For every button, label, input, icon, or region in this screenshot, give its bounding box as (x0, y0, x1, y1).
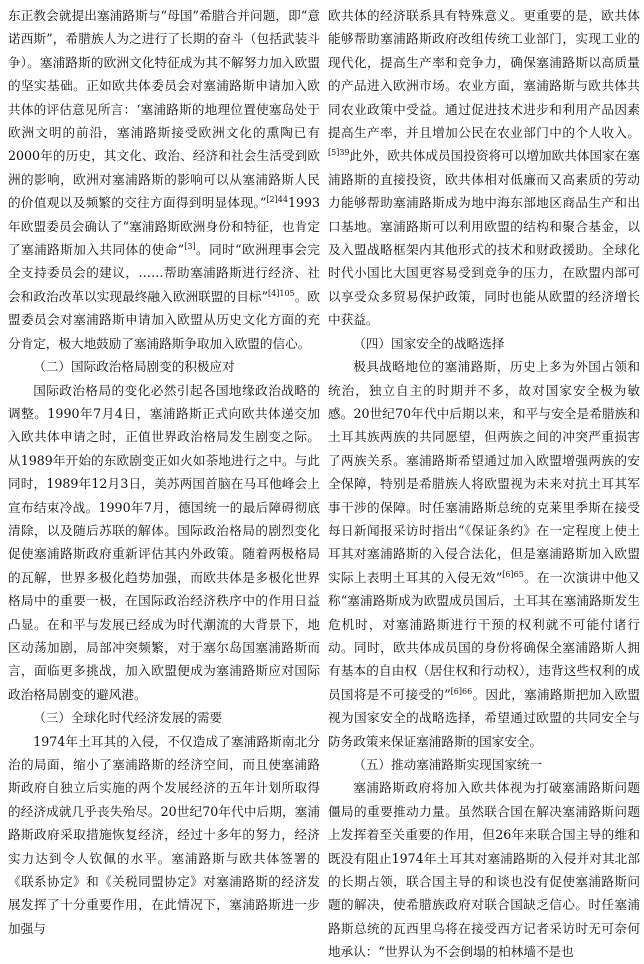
citation-ref: [4]105 (268, 288, 295, 298)
citation-ref: [2]44 (266, 195, 288, 205)
citation-ref: [6]65 (502, 569, 524, 579)
citation-ref: [5]39 (328, 148, 350, 158)
citation-ref: [3] (184, 242, 196, 252)
section-heading-economic-development: （三）全球化时代经济发展的需要 (33, 710, 223, 726)
paragraph-economic-development: 1974年土耳其的入侵，不仅造成了塞浦路斯南北分治的局面，缩小了塞浦路斯的经济空间，而且使塞浦路斯政府自独立后实施的两个发展经济的五年计划所取得的经济成就几乎丧失殆尽。20世纪70年代中后期，塞浦路斯政府采取措施恢复经济，经过十多年的努力，经济实力达到令人钦佩的水平。塞浦路斯与欧共体签署的《联系协定》和《关税同盟协定》对塞浦路斯的经济发展发挥了十分重要作用，在此情况下，塞浦路斯进一步加强与 (8, 733, 320, 936)
section-heading-international-politics: （二）国际政治格局剧变的积极应对 (33, 359, 235, 375)
paragraph-international-politics: 国际政治格局的变化必然引起各国地缘政治战略的调整。1990年7月4日，塞浦路斯正式向欧共体递交加入欧共体申请之时，正值世界政治格局发生剧变之际。从1989年开始的东欧剧变正如火如荼地进行之中。与此同时，1989年12月3日，美苏两国首脑在马耳他峰会上宣布结束冷战。1990年7月，德国统一的最后障碍彻底清除，以及随后苏联的解体。国际政治格局的剧烈变化促使塞浦路斯政府重新评估其内外政策。随着两极格局的瓦解，世界多极化趋势加强，而欧共体是多极化世界格局中的重要一极，在国际政治经济秩序中的作用日益凸显。在和平与发展已经成为时代潮流的大背景下，地区动荡加剧，局部冲突频繁，对于塞尔岛国塞浦路斯而言，面临更多挑战，加入欧盟便成为塞浦路斯应对国际政治格局剧变的避风港。 (8, 382, 320, 702)
section-heading-national-security: （四）国家安全的战略选择 (353, 335, 505, 351)
paragraph-national-unification: 塞浦路斯政府将加入欧共体视为打破塞浦路斯问题僵局的重要推动力量。虽然联合国在解决塞浦路斯问题上发挥着至关重要的作用，但26年来联合国主导的维和既没有阻止1974年土耳其对塞浦路斯的入侵并对其北部的长期占领，联合国主导的和谈也没有促使塞浦路斯问题的解决，使希腊族政府对联合国缺乏信心。时任塞浦路斯总统的瓦西里乌将在接受西方记者采访时无可奈何地承认：“世界认为不会倒塌的柏林墙不是也 (328, 780, 640, 960)
section-heading-national-unification: （五）推动塞浦路斯实现国家统一 (353, 757, 543, 772)
paragraph-cultural-identity: 东正教会就提出塞浦路斯与“母国”希腊合并问题，即“意诺西斯”，希腊族人为之进行了长期的奋斗（包括武装斗争）。塞浦路斯的欧洲文化特征成为其不解努力加入欧盟的坚实基础。正如欧共体委员会对塞浦路斯申请加入欧共体的评估意见所言：‘塞浦路斯的地理位置使塞岛处于欧洲文明的前沿，塞浦路斯接受欧洲文化的熏陶已有2000年的历史，其文化、政治、经济和社会生活受到欧洲的影响，欧洲对塞浦路斯的影响可以从塞浦路斯人民的价值观以及频繁的交往方面得到明显体现。”$^{[2]44}$1993年欧盟委员会确认了“塞浦路斯欧洲身份和特征，也肯定了塞浦路斯加入共同体的使命”[3]。同时“欧洲理事会完全支持委员会的建议，……帮助塞浦路斯进行经济、社会和政治改革以实现最终融入欧洲联盟的目标”$^{[4]105}$。欧盟委员会对塞浦路斯申请加入欧盟从历史文化方面的充分肯定，极大地鼓励了塞浦路斯争取加入欧盟的信心。 (8, 8, 320, 351)
citation-ref: [6]66 (450, 686, 473, 696)
right-column (328, 4, 640, 960)
paragraph-national-security: 极具战略地位的塞浦路斯，历史上多为外国占领和统治，独立自主的时期并不多，故对国家安全极为敏感。20世纪70年代中后期以来，和平与安全是希腊族和土耳其族两族的共同愿望，但两族之间的冲突严重损害了两族关系。塞浦路斯希望通过加入欧盟增强两族的安全保障，特别是希腊族人将欧盟视为未来对抗土耳其军事干涉的保障。时任塞浦路斯总统的克莱里季斯在接受每日新闻报采访时指出“《保证条约》在一定程度上使土耳其对塞浦路斯的入侵合法化，但是塞浦路斯加入欧盟实际上表明土耳其的入侵无效”$^{[6]65}$。在一次演讲中他又称“塞浦路斯成为欧盟成员国后，土耳其在塞浦路斯发生危机时，对塞浦路斯进行干预的权利就不可能付诸行动。同时，欧共体成员国的身份将确保全塞浦路斯人拥有基本的自由权（居住权和行动权），违背这些权利的成员国将是不可接受的”$^{[6]66}$。因此，塞浦路斯把加入欧盟视为国家安全的战略选择，希望通过欧盟的共同安全与防务政策来保证塞浦路斯的国家安全。 (328, 359, 640, 749)
paragraph-economic-continued: 欧共体的经济联系具有特殊意义。更重要的是，欧共体能够帮助塞浦路斯政府改组传统工业部门，实现工业的现代化，提高生产率和竞争力，确保塞浦路斯以高质量的产品进入欧洲市场。农业方面，塞浦路斯与欧共体共同农业政策中受益。通过促进技术进步和利用产品因素提高生产率，并且增加公民在农业部门中的个人收入。$^{[5]39}$此外，欧共体成员国投资将可以增加欧共体国家在塞浦路斯的直接投资，欧共体相对低廉而又高素质的劳动力能够帮助塞浦路斯成为地中海东部地区商品生产和出口基地。塞浦路斯可以利用欧盟的结构和聚合基金，以及入盟战略框架内其他形式的技术和财政援助。全球化时代小国比大国更容易受到竞争的压力，在欧盟内部可以享受众多贸易保护政策，同时也能从欧盟的经济增长中获益。 (328, 8, 640, 328)
left-column (8, 4, 320, 936)
